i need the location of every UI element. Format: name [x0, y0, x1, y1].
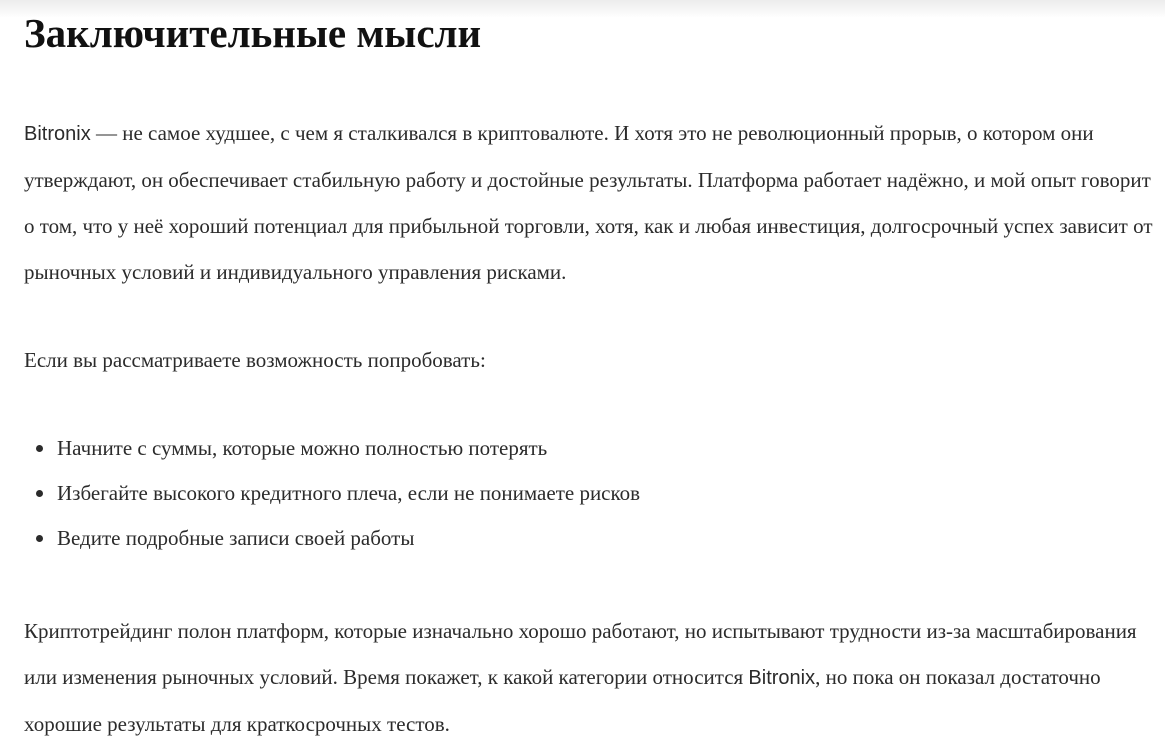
- paragraph-final-text-before: Криптотрейдинг полон платформ, которые изначально хорошо работают, но испытывают трудности из-за масштабирования или изменения рыночных условий. Время покажет, к какой категории относится: [24, 619, 1137, 689]
- paragraph-conclusion-text: — не самое худшее, с чем я сталкивался в криптовалюте. И хотя это не революционный прорыв, о котором они утверждают, он обеспечивает стабильную работу и достойные результаты. Платформа работает надёжно, и мой опыт говорит о том, что у неё хороший потенциал для прибыльной торговли, хотя, как и любая инвестиция, долгосрочный успех зависит от рыночных условий и индивидуального управления рисками.: [24, 121, 1153, 284]
- paragraph-final-text-after: , но пока он показал достаточно хорошие результаты для краткосрочных тестов.: [24, 665, 1101, 736]
- paragraph-final: [24, 608, 1154, 747]
- brand-name: Bitronix: [748, 667, 816, 689]
- paragraph-conclusion: [24, 110, 1154, 295]
- section-heading: Заключительные мысли: [24, 10, 482, 56]
- list-item: Ведите подробные записи своей работы: [57, 516, 640, 561]
- list-item: Начните с суммы, которые можно полностью потерять: [57, 426, 640, 471]
- brand-name: Bitronix: [24, 123, 91, 145]
- list-item: Избегайте высокого кредитного плеча, если не понимаете рисков: [57, 471, 640, 516]
- paragraph-intro-list: Если вы рассматриваете возможность попробовать:: [24, 348, 486, 372]
- tips-list: [24, 426, 640, 561]
